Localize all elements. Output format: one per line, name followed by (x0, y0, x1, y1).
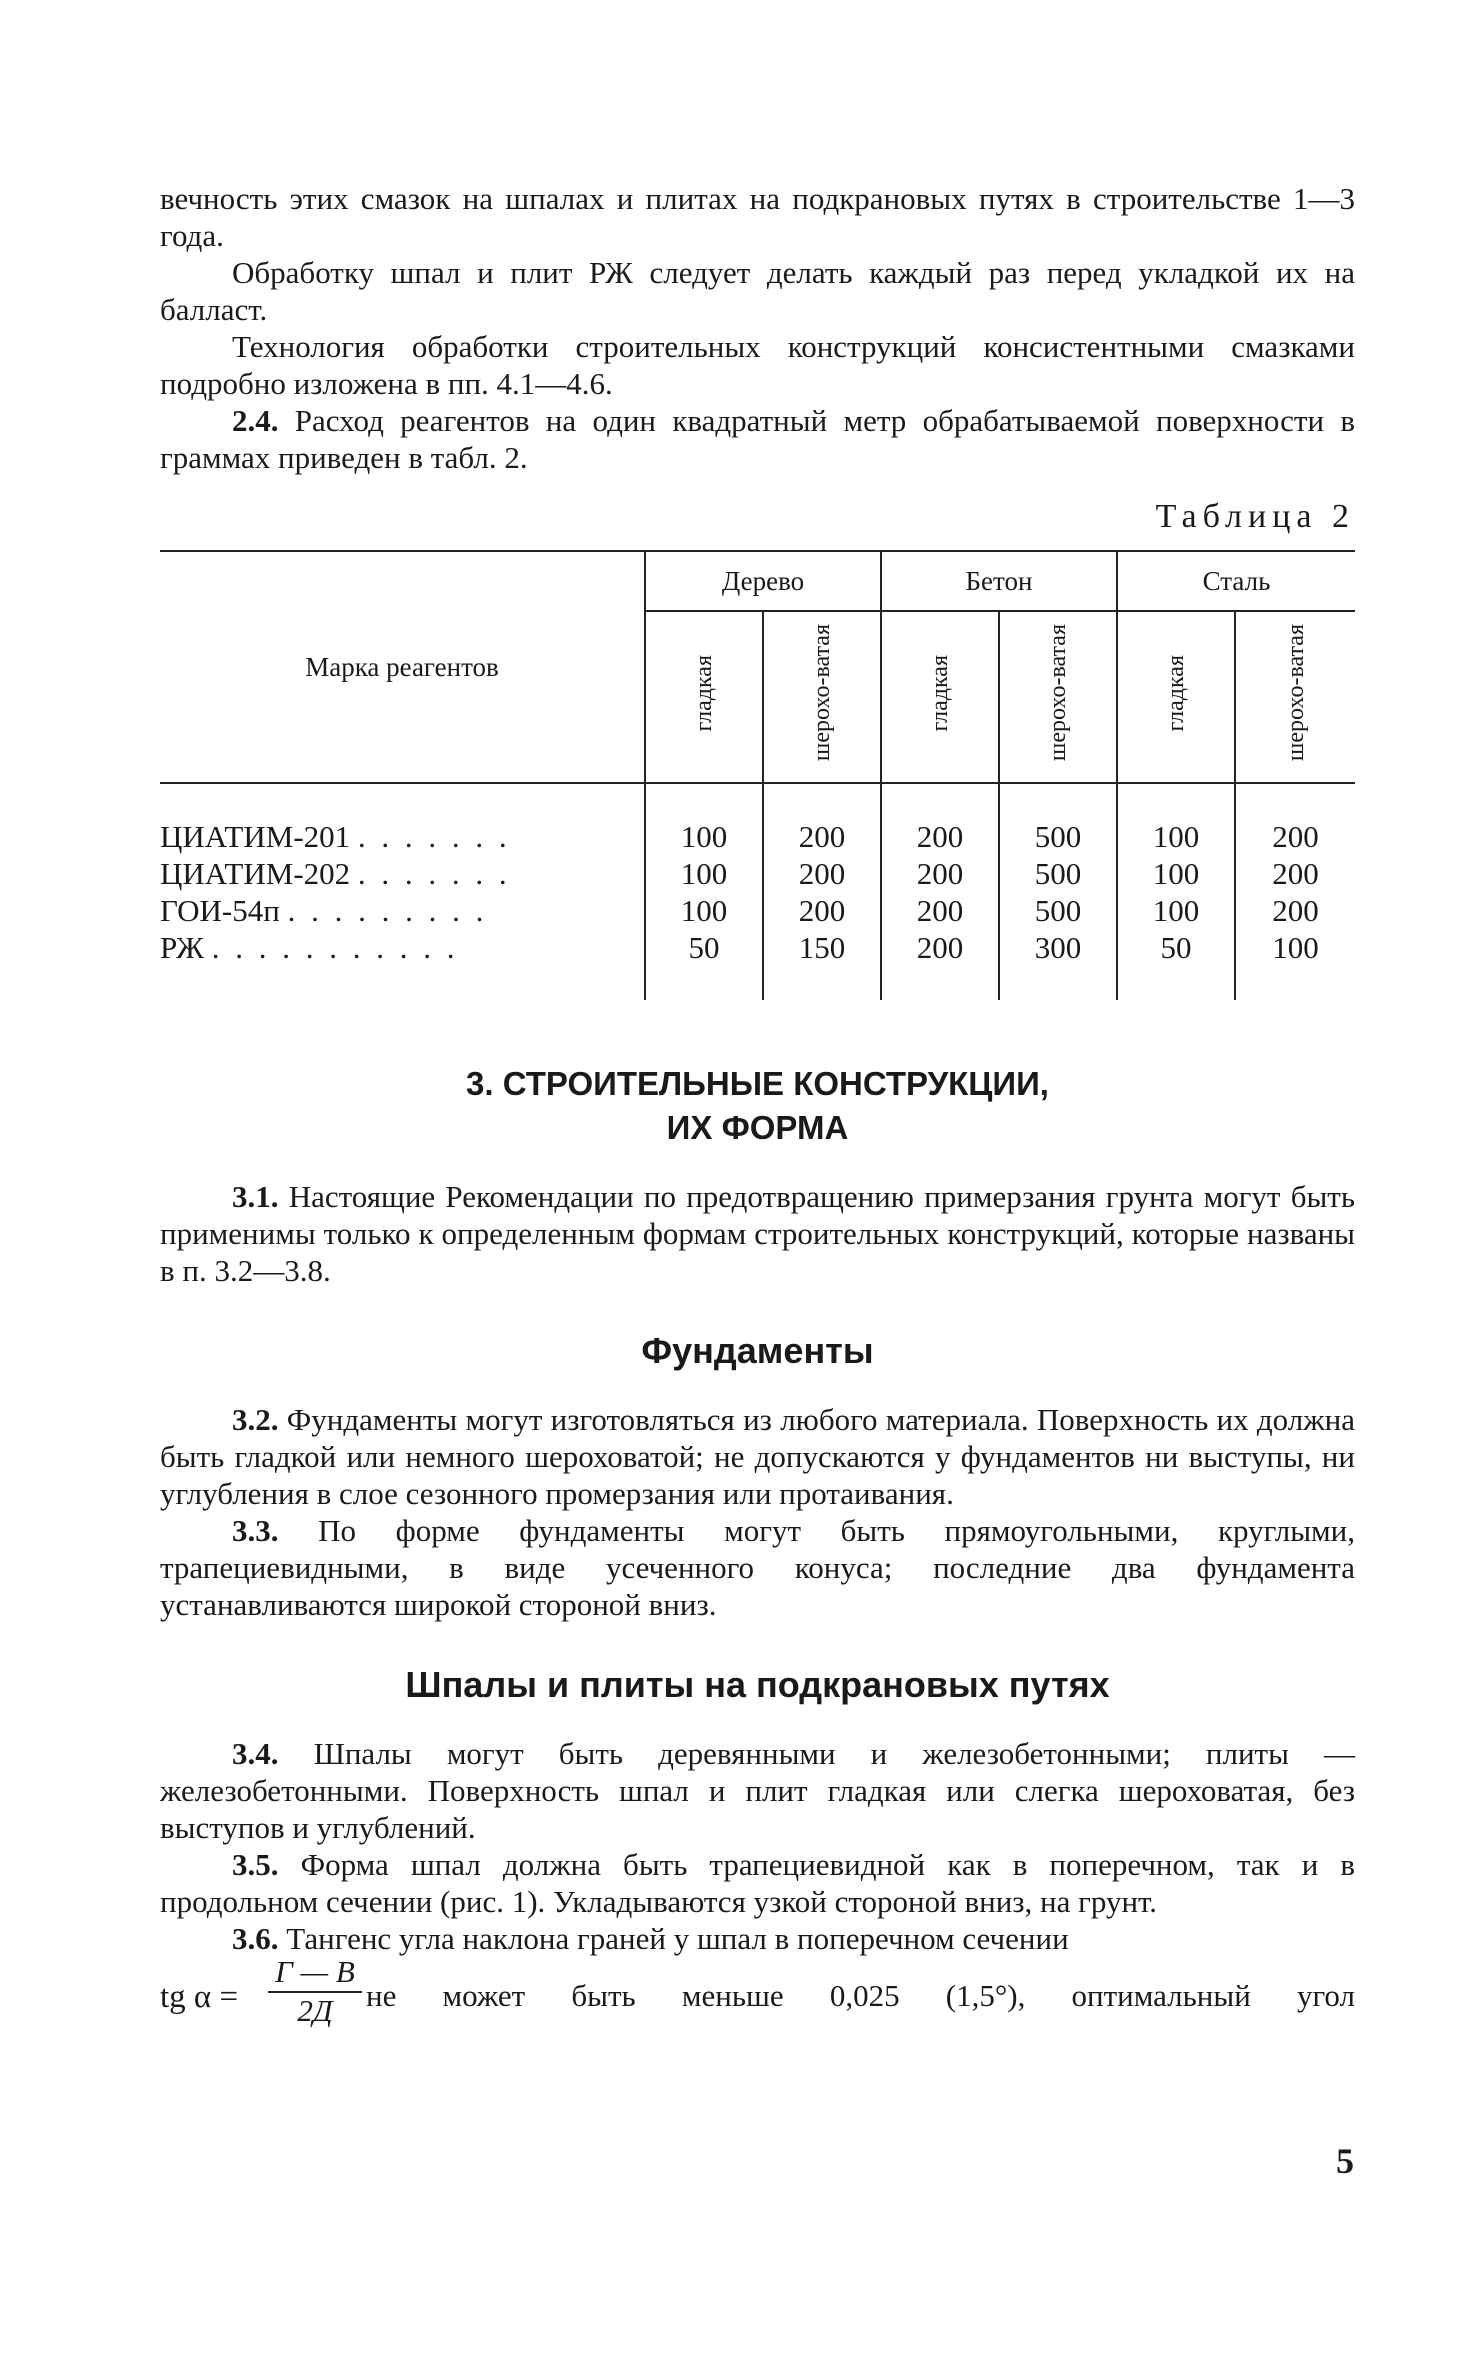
section-heading-line-1: 3. СТРОИТЕЛЬНЫЕ КОНСТРУКЦИИ, (466, 1065, 1049, 1102)
clause-number: 3.4. (232, 1736, 279, 1771)
clause-text: Расход реагентов на один квадратный метр обрабатываемой поверхности в граммах приведен в табл. 2. (160, 403, 1355, 475)
table-cell: 500 (999, 855, 1117, 892)
header-rough: шерохо-ватая (1282, 624, 1309, 762)
leader-dots: . . . . . . . . . . . (211, 929, 459, 965)
table-cell: 100 (645, 855, 763, 892)
header-smooth: гладкая (691, 654, 717, 732)
table-cell: 100 (1117, 783, 1235, 855)
paragraph-3-2 (160, 1401, 1355, 1512)
tangent-formula (160, 1954, 1355, 2031)
table-cell: 300 (999, 929, 1117, 966)
paragraph-3-3 (160, 1512, 1355, 1623)
header-smooth: гладкая (1163, 654, 1189, 732)
header-smooth: гладкая (927, 654, 953, 732)
table-caption: Таблица 2 (1155, 498, 1355, 535)
formula-numerator: Г — В (275, 1954, 355, 1989)
header-group-concrete: Бетон (881, 551, 1117, 611)
clause-text: Форма шпал должна быть трапециевидной как в поперечном, так и в продольном сечении (рис. 1). Укладываются узкой стороной вниз, на грунт. (160, 1847, 1355, 1919)
table-cell: 150 (763, 929, 881, 966)
table-cell: 200 (763, 855, 881, 892)
table-cell: 500 (999, 892, 1117, 929)
table-cell: 200 (763, 783, 881, 855)
formula-lhs: tg α = (160, 1979, 239, 2015)
table-cell: 100 (1117, 892, 1235, 929)
subheading-sleepers: Шпалы и плиты на подкрановых путях (405, 1664, 1110, 1705)
paragraph-2-4 (160, 402, 1355, 476)
page-body (160, 180, 1355, 2031)
table-row (160, 783, 1355, 855)
clause-text: Настоящие Рекомендации по предотвращению примерзания грунта могут быть применимы только к определенным формам строительных конструкций, которые названы в п. 3.2—3.8. (160, 1179, 1355, 1288)
reagent-table (160, 550, 1355, 1000)
clause-text: Шпалы могут быть деревянными и железобетонными; плиты — железобетонными. Поверхность шпал и плит гладкая или слегка шероховатая, без выступов и углублений. (160, 1736, 1355, 1845)
paragraph-intro-3: Технология обработки строительных конструкций консистентными смазками подробно изложена в пп. 4.1—4.6. (160, 329, 1355, 401)
paragraph-intro-2: Обработку шпал и плит РЖ следует делать каждый раз перед укладкой их на балласт. (160, 255, 1355, 327)
table-cell: 50 (645, 929, 763, 966)
table-cell: 200 (1235, 892, 1355, 929)
clause-number: 3.6. (232, 1921, 279, 1956)
clause-number: 2.4. (232, 403, 279, 438)
page-number: 5 (1336, 2141, 1354, 2181)
header-group-steel: Сталь (1117, 551, 1355, 611)
table-row (160, 855, 1355, 892)
table-cell: 200 (881, 855, 999, 892)
clause-text: По форме фундаменты могут быть прямоугольными, круглыми, трапециевидными, в виде усеченного конуса; последние два фундамента устанавливаются широкой стороной вниз. (160, 1513, 1355, 1622)
table-cell: 100 (1235, 929, 1355, 966)
formula-text: не может быть меньше 0,025 (1,5°), оптимальный угол (366, 1978, 1355, 2013)
clause-text: Фундаменты могут изготовляться из любого материала. Поверхность их должна быть гладкой или немного шероховатой; не допускаются у фундаментов ни выступы, ни углубления в слое сезонного промерзания или протаивания. (160, 1402, 1355, 1511)
paragraph-3-1 (160, 1178, 1355, 1289)
table-row (160, 929, 1355, 966)
section-heading (160, 1062, 1355, 1150)
clause-number: 3.3. (232, 1513, 279, 1548)
table-cell: 100 (645, 783, 763, 855)
table-cell: 200 (1235, 783, 1355, 855)
table-cell: 200 (881, 783, 999, 855)
table-cell: 50 (1117, 929, 1235, 966)
paragraph-3-6 (160, 1920, 1355, 1957)
leader-dots: . . . . . . . (357, 818, 511, 854)
table-cell: 200 (1235, 855, 1355, 892)
table-cell: 200 (881, 929, 999, 966)
paragraph-intro-1: вечность этих смазок на шпалах и плитах на подкрановых путях в строительстве 1—3 года. (160, 181, 1355, 253)
leader-dots: . . . . . . . (357, 855, 511, 891)
header-rough: шерохо-ватая (809, 624, 835, 762)
section-heading-line-2: ИХ ФОРМА (666, 1109, 849, 1146)
clause-text: Тангенс угла наклона граней у шпал в поперечном сечении (278, 1921, 1069, 1956)
header-marka: Марка реагентов (160, 551, 645, 783)
table-row (160, 892, 1355, 929)
header-rough: шерохо-ватая (1045, 624, 1071, 762)
reagent-name: ЦИАТИМ-201 (160, 818, 351, 854)
clause-number: 3.5. (232, 1847, 279, 1882)
subheading-foundations: Фундаменты (641, 1330, 874, 1371)
table-cell: 500 (999, 783, 1117, 855)
table-row-spacer (160, 966, 1355, 1000)
clause-number: 3.2. (232, 1402, 279, 1437)
reagent-name: ЦИАТИМ-202 (160, 855, 351, 891)
table-cell: 100 (1117, 855, 1235, 892)
leader-dots: . . . . . . . . . (287, 892, 488, 928)
paragraph-3-5 (160, 1846, 1355, 1920)
clause-number: 3.1. (232, 1179, 279, 1214)
header-group-wood: Дерево (645, 551, 881, 611)
table-cell: 200 (881, 892, 999, 929)
paragraph-3-4 (160, 1735, 1355, 1846)
table-cell: 200 (763, 892, 881, 929)
reagent-name: ГОИ-54п (160, 892, 280, 928)
table-cell: 100 (645, 892, 763, 929)
formula-denominator: 2Д (297, 1993, 333, 2028)
reagent-name: РЖ (160, 929, 204, 965)
